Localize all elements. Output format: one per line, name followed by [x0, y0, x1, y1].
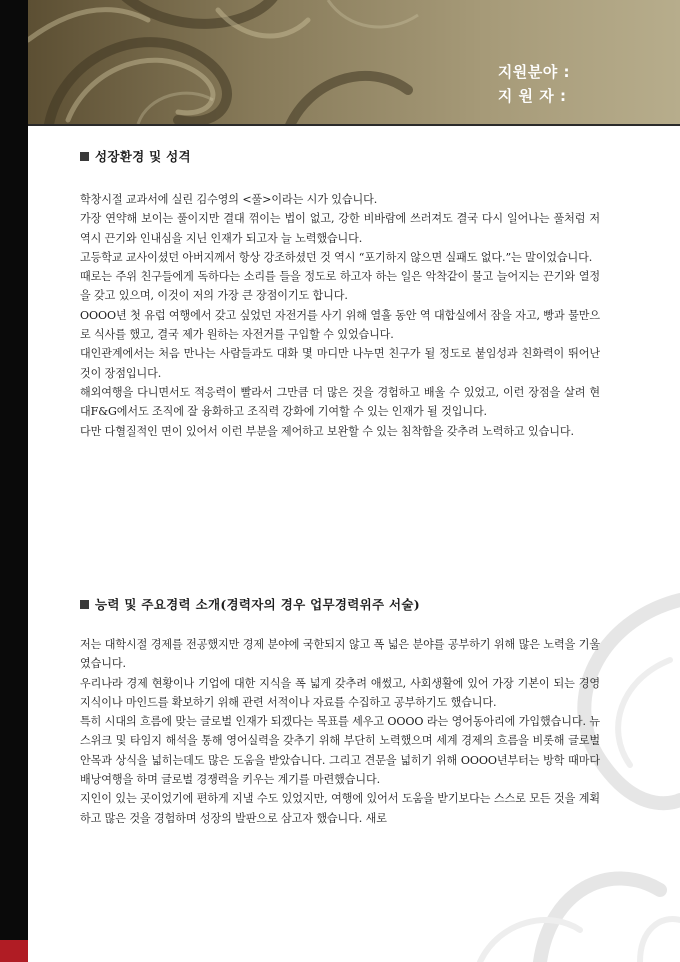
applicant-name-label: 지 원 자 :	[497, 87, 567, 105]
field-area-label: 지원분야 :	[497, 63, 570, 81]
section-title	[80, 594, 600, 614]
paragraph: 학창시절 교과서에 실린 김수영의 <풀>이라는 시가 있습니다.	[80, 193, 378, 206]
header-swirl-ornament	[28, 0, 680, 124]
square-bullet-icon	[80, 152, 89, 161]
section-growth-personality	[80, 146, 600, 441]
applicant-info	[498, 60, 570, 108]
paragraph: 저는 대학시절 경제를 전공했지만 경제 분야에 국한되지 않고 폭 넓은 분야를 공부하기 위해 많은 노력을 기울였습니다.	[80, 638, 600, 671]
section-title-text: 성장환경 및 성격	[95, 149, 191, 164]
paragraph: OOOO년 첫 유럽 여행에서 갖고 싶었던 자전거를 사기 위해 열흘 동안 역 대합실에서 잠을 자고, 빵과 물만으로 식사를 했고, 결국 제가 원하는 자전거를 구입할 수 있었습니다.	[80, 308, 600, 342]
paragraph: 고등학교 교사이셨던 아버지께서 항상 강조하셨던 것 역시 “포기하지 않으면 실패도 없다.”는 말이었습니다.	[80, 250, 593, 264]
left-red-accent	[0, 940, 28, 962]
left-decorative-bar	[0, 0, 28, 962]
paragraph: 대인관계에서는 처음 만나는 사람들과도 대화 몇 마디만 나누면 친구가 될 정도로 붙임성과 친화력이 뛰어난 것이 장점입니다.	[80, 347, 600, 380]
paragraph: 해외여행을 다니면서도 적응력이 빨라서 그만큼 더 많은 것을 경험하고 배울 수 있었고, 이런 장점을 살려 현대F&G에서도 조직에 잘 융화하고 조직력 강화에 기여할 수 있는 인재가 될 것입니다.	[80, 385, 600, 419]
paragraph: 지인이 있는 곳이었기에 편하게 지낼 수도 있었지만, 여행에 있어서 도움을 받기보다는 스스로 모든 것을 계획하고 많은 것을 경험하며 성장의 발판으로 삼고자 했습니다. 새로	[80, 792, 600, 825]
paragraph: 특히 시대의 흐름에 맞는 글로벌 인재가 되겠다는 목표를 세우고 OOOO 라는 영어동아리에 가입했습니다. 뉴스위크 및 타임지 해석을 통해 영어실력을 갖추기 위해 부단히 노력했으며 세계 경제의 흐름을 비롯해 글로벌 안목과 상식을 넓히는데도 많은 도움을 받았습니다. 그리고 견문을 넓히기 위해 OOOO년부터는 방학 때마다 배낭여행을 하며 글로벌 경쟁력을 키우는 계기를 마련했습니다.	[80, 715, 600, 787]
header-banner	[28, 0, 680, 124]
paragraph: 우리나라 경제 현황이나 기업에 대한 지식을 폭 넓게 갖추려 애썼고, 사회생활에 있어 가장 기본이 되는 경영 지식이나 마인드를 확보하기 위해 관련 서적이나 자료를 수집하고 공부하기도 했습니다.	[80, 676, 600, 709]
header-divider	[28, 124, 680, 126]
section-title	[80, 146, 600, 166]
square-bullet-icon	[80, 600, 89, 609]
section-abilities-career	[80, 594, 600, 828]
section-title-text: 능력 및 주요경력 소개(경력자의 경우 업무경력위주 서술)	[95, 597, 420, 612]
paragraph: 가장 연약해 보이는 풀이지만 결대 꺾이는 법이 없고, 강한 비바람에 쓰러져도 결국 다시 일어나는 풀처럼 저 역시 끈기와 인내심을 지닌 인재가 되고자 늘 노력했습니다.	[80, 212, 600, 245]
paragraph: 때로는 주위 친구들에게 독하다는 소리를 들을 정도로 하고자 하는 일은 악착같이 물고 늘어지는 끈기와 열정을 갖고 있으며, 이것이 저의 가장 큰 장점이기도 합니다.	[80, 270, 600, 303]
paragraph: 다만 다혈질적인 면이 있어서 이런 부분을 제어하고 보완할 수 있는 침착함을 갖추려 노력하고 있습니다.	[80, 424, 574, 438]
